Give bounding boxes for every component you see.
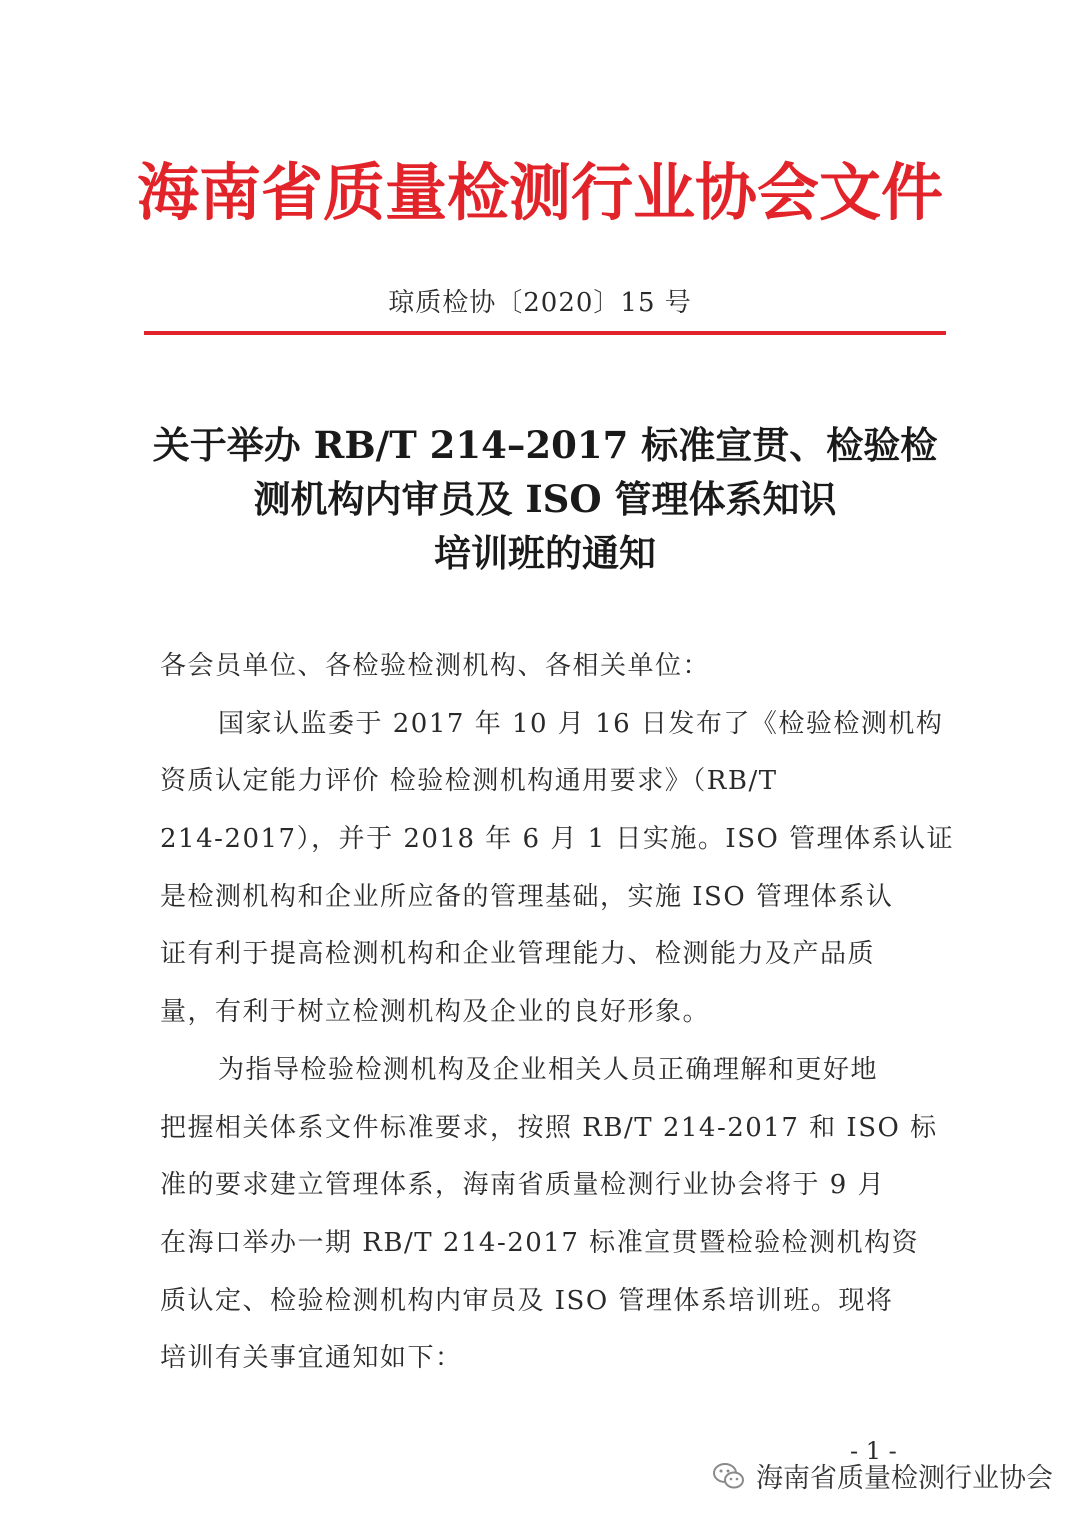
notice-title-line: 关于举办 RB/T 214–2017 标准宣贯、检验检 [152,423,938,467]
watermark-text: 海南省质量检测行业协会 [756,1463,1053,1494]
salutation: 各会员单位、各检验检测机构、各相关单位： [160,651,711,681]
body-line: 资质认定能力评价 检验检测机构通用要求》（RB/T [160,766,778,797]
body-line: 国家认监委于 2017 年 10 月 16 日发布了《检验检测机构 [218,708,944,739]
body-line: 214-2017），并于 2018 年 6 月 1 日实施。ISO 管理体系认证 [160,824,955,855]
page-number: - 1 - [850,1437,897,1465]
body-line: 质认定、检验检测机构内审员及 ISO 管理体系培训班。现将 [160,1285,894,1316]
letterhead-title: 海南省质量检测行业协会文件 [136,156,943,229]
wechat-watermark [712,1456,1053,1495]
document-number: 琼质检协〔2020〕15 号 [388,288,692,318]
wechat-icon [712,1461,746,1491]
notice-title [130,418,960,580]
body-line: 量，有利于树立检测机构及企业的良好形象。 [160,997,711,1028]
body-line: 培训有关事宜通知如下： [160,1343,463,1374]
body-line: 为指导检验检测机构及企业相关人员正确理解和更好地 [218,1054,879,1085]
red-divider-line [144,331,946,335]
notice-body [160,638,955,1388]
body-line: 把握相关体系文件标准要求，按照 RB/T 214-2017 和 ISO 标 [160,1112,938,1143]
body-line: 证有利于提高检测机构和企业管理能力、检测能力及产品质 [160,939,876,970]
body-line: 准的要求建立管理体系，海南省质量检测行业协会将于 9 月 [160,1170,886,1201]
body-line: 是检测机构和企业所应备的管理基础，实施 ISO 管理体系认 [160,881,894,912]
notice-title-line: 培训班的通知 [434,531,656,575]
notice-title-line: 测机构内审员及 ISO 管理体系知识 [253,477,837,521]
body-line: 在海口举办一期 RB/T 214-2017 标准宣贯暨检验检测机构资 [160,1227,920,1258]
